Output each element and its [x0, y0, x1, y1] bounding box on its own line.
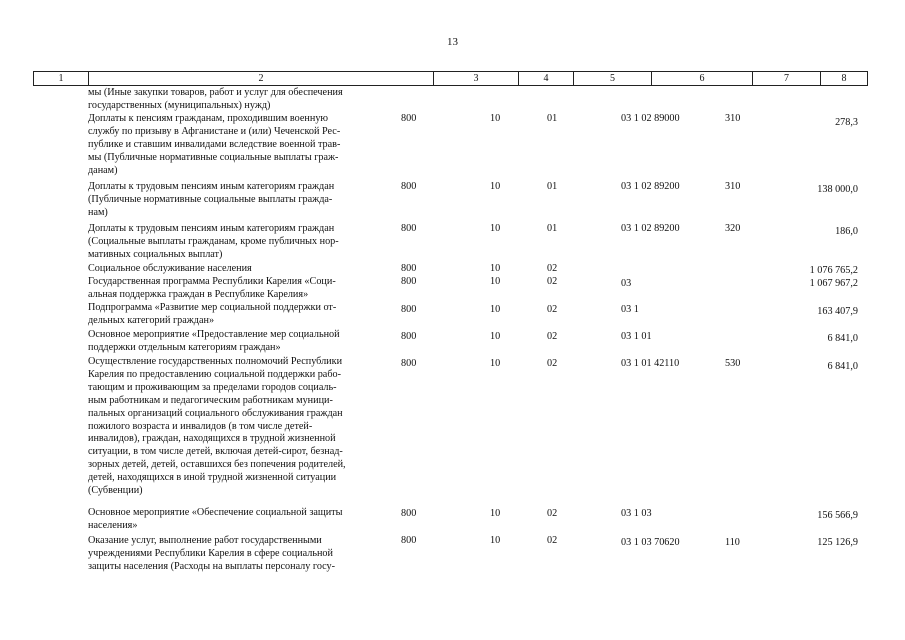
header-col-2: 2 [89, 72, 434, 85]
row-code-ministry: 800 [401, 223, 417, 234]
row-description: Доплаты к трудовым пенсиям иным категориям граждан (Социальные выплаты гражданам, кроме публичных нор- мативных социальных выплат) [88, 223, 339, 260]
row-description: Доплаты к трудовым пенсиям иным категориям граждан (Публичные нормативные социальные выплаты гражда- нам) [88, 181, 335, 218]
row-code-target: 03 1 03 70620 [621, 537, 680, 548]
row-code-subsection: 01 [547, 181, 558, 192]
row-description: Оказание услуг, выполнение работ государственными учреждениями Республики Карелия в сфере социальной защиты населения (Расходы на выплаты персоналу госу- [88, 535, 336, 572]
row-code-subsection: 02 [547, 263, 558, 274]
row-amount: 156 566,9 [817, 510, 858, 521]
row-code-ministry: 800 [401, 508, 417, 519]
row-code-ministry: 800 [401, 304, 417, 315]
row-amount: 6 841,0 [827, 361, 858, 372]
header-col-4: 4 [519, 72, 574, 85]
row-code-ministry: 800 [401, 263, 417, 274]
row-description: Осуществление государственных полномочий Республики Карелия по предоставлению социальной поддержки рабо- тающим и проживающим за пределами городов социаль- ным работникам и педагогическим работникам муници- пальных организаций социального обслуживания граждан пожилого возраста и инвалидов (в том числе детей- инвалидов), граждан, находящихся в трудной жизненной ситуации, в том числе детей, включая детей-сирот, безнад- зорных детей, детей, оставшихся без попечения родителей, детей, находящихся в иной трудной жизненной ситуации (Субвенции) [88, 356, 346, 497]
header-col-8: 8 [841, 73, 847, 84]
row-code-target: 03 [621, 278, 632, 289]
row-code-target: 03 1 02 89200 [621, 181, 680, 192]
row-amount: 186,0 [835, 226, 858, 237]
row-code-expense: 310 [725, 181, 741, 192]
row-code-section: 10 [490, 331, 501, 342]
row-description: Подпрограмма «Развитие мер социальной поддержки от- дельных категорий граждан» [88, 302, 337, 326]
row-code-ministry: 800 [401, 358, 417, 369]
row-code-expense: 530 [725, 358, 741, 369]
row-amount: 1 067 967,2 [809, 278, 858, 289]
row-amount: 1 076 765,2 [809, 265, 858, 276]
header-col-5: 5 [574, 72, 652, 85]
row-description: мы (Иные закупки товаров, работ и услуг для обеспечения государственных (муниципальных) нужд) [88, 87, 343, 111]
row-code-target: 03 1 01 42110 [621, 358, 680, 369]
row-description: Государственная программа Республики Карелия «Соци- альная поддержка граждан в Республике Карелия» [88, 276, 336, 300]
row-code-ministry: 800 [401, 276, 417, 287]
row-code-expense: 110 [725, 537, 740, 548]
row-code-section: 10 [490, 358, 501, 369]
page-number: 13 [447, 36, 458, 48]
row-code-section: 10 [490, 113, 501, 124]
row-code-subsection: 02 [547, 508, 558, 519]
row-code-ministry: 800 [401, 181, 417, 192]
row-code-section: 10 [490, 276, 501, 287]
row-code-target: 03 1 03 [621, 508, 652, 519]
row-code-subsection: 01 [547, 113, 558, 124]
row-code-target: 03 1 02 89200 [621, 223, 680, 234]
row-code-subsection: 02 [547, 331, 558, 342]
row-code-ministry: 800 [401, 535, 417, 546]
row-code-ministry: 800 [401, 331, 417, 342]
row-code-target: 03 1 01 [621, 331, 652, 342]
header-col-6: 6 [652, 72, 753, 85]
row-amount: 163 407,9 [817, 306, 858, 317]
header-col-3: 3 [434, 72, 519, 85]
row-code-subsection: 02 [547, 535, 558, 546]
row-amount: 125 126,9 [817, 537, 858, 548]
row-amount: 138 000,0 [817, 184, 858, 195]
row-code-subsection: 01 [547, 223, 558, 234]
row-code-subsection: 02 [547, 276, 558, 287]
row-code-section: 10 [490, 263, 501, 274]
row-code-target: 03 1 [621, 304, 639, 315]
table-header-row [33, 71, 868, 86]
row-description: Социальное обслуживание населения [88, 263, 252, 274]
row-code-section: 10 [490, 508, 501, 519]
row-amount: 278,3 [835, 117, 858, 128]
row-code-section: 10 [490, 304, 501, 315]
row-description: Основное мероприятие «Предоставление мер социальной поддержки отдельным категориям граждан» [88, 329, 340, 353]
header-col-1: 1 [34, 72, 89, 85]
row-code-ministry: 800 [401, 113, 417, 124]
row-description: Доплаты к пенсиям гражданам, проходившим военную службу по призыву в Афганистане и (или) Чеченской Рес- публике и ставшим инвалидами вследствие военной трав- мы (Публичные нормативные социальные выплаты граж- данам) [88, 113, 341, 176]
row-code-expense: 320 [725, 223, 741, 234]
row-code-section: 10 [490, 223, 501, 234]
row-code-expense: 310 [725, 113, 741, 124]
row-code-section: 10 [490, 181, 501, 192]
row-code-subsection: 02 [547, 304, 558, 315]
row-code-section: 10 [490, 535, 501, 546]
row-amount: 6 841,0 [827, 333, 858, 344]
row-code-subsection: 02 [547, 358, 558, 369]
header-col-7: 7 [753, 72, 821, 85]
row-description: Основное мероприятие «Обеспечение социальной защиты населения» [88, 507, 343, 531]
row-code-target: 03 1 02 89000 [621, 113, 680, 124]
